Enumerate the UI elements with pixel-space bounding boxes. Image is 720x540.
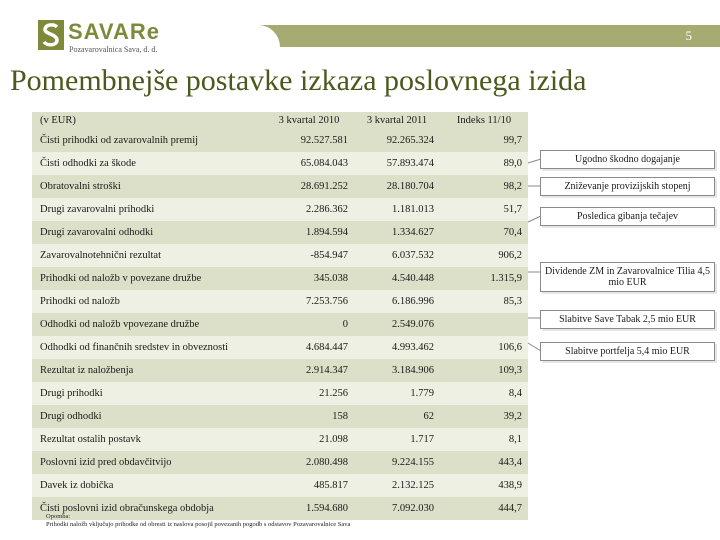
row-label: Rezultat iz naložbenja bbox=[32, 359, 264, 382]
row-value: 21.098 bbox=[264, 428, 354, 451]
row-value: 51,7 bbox=[440, 198, 528, 221]
callout-box: Ugodno škodno dogajanje bbox=[540, 150, 715, 169]
row-label: Čisti poslovni izid obračunskega obdobja bbox=[32, 497, 264, 520]
row-value: 92.265.324 bbox=[354, 129, 440, 152]
row-label: Čisti prihodki od zavarovalnih premij bbox=[32, 129, 264, 152]
table-row bbox=[32, 474, 528, 497]
row-value: 1.594.680 bbox=[264, 497, 354, 520]
callout-box: Zniževanje provizijskih stopenj bbox=[540, 177, 715, 196]
table-row bbox=[32, 382, 528, 405]
row-value: 62 bbox=[354, 405, 440, 428]
row-value: 345.038 bbox=[264, 267, 354, 290]
callout-box: Slabitve Save Tabak 2,5 mio EUR bbox=[540, 310, 715, 329]
footnote-heading: Opomba: bbox=[46, 513, 71, 520]
row-value: 2.132.125 bbox=[354, 474, 440, 497]
callout-box: Slabitve portfelja 5,4 mio EUR bbox=[540, 342, 715, 361]
row-label: Davek iz dobička bbox=[32, 474, 264, 497]
callout-box: Dividende ZM in Zavarovalnice Tilia 4,5 mio EUR bbox=[540, 262, 715, 292]
row-value: 0 bbox=[264, 313, 354, 336]
row-value: 2.914.347 bbox=[264, 359, 354, 382]
column-header: 3 kvartal 2011 bbox=[366, 114, 428, 126]
row-value: 6.186.996 bbox=[354, 290, 440, 313]
row-value: -854.947 bbox=[264, 244, 354, 267]
column-header: (v EUR) bbox=[40, 114, 76, 126]
row-value: 65.084.043 bbox=[264, 152, 354, 175]
row-value: 6.037.532 bbox=[354, 244, 440, 267]
table-row bbox=[32, 198, 528, 221]
row-value: 8,4 bbox=[440, 382, 528, 405]
column-header: 3 kvartal 2010 bbox=[278, 114, 340, 126]
row-label: Prihodki od naložb bbox=[32, 290, 264, 313]
row-value: 21.256 bbox=[264, 382, 354, 405]
row-value: 85,3 bbox=[440, 290, 528, 313]
row-value: 158 bbox=[264, 405, 354, 428]
row-label: Drugi zavarovalni prihodki bbox=[32, 198, 264, 221]
row-value: 89,0 bbox=[440, 152, 528, 175]
row-value: 906,2 bbox=[440, 244, 528, 267]
table-row bbox=[32, 175, 528, 198]
row-value bbox=[440, 313, 528, 336]
row-value: 4.993.462 bbox=[354, 336, 440, 359]
row-value: 2.286.362 bbox=[264, 198, 354, 221]
row-value: 4.540.448 bbox=[354, 267, 440, 290]
table-header-row bbox=[32, 112, 528, 129]
row-value: 28.180.704 bbox=[354, 175, 440, 198]
row-label: Obratovalni stroški bbox=[32, 175, 264, 198]
row-label: Odhodki od finančnih sredstev in obveznosti bbox=[32, 336, 264, 359]
table-row bbox=[32, 405, 528, 428]
footnote bbox=[46, 513, 526, 529]
row-value: 1.717 bbox=[354, 428, 440, 451]
sava-logo-icon bbox=[38, 20, 64, 50]
row-label: Čisti odhodki za škode bbox=[32, 152, 264, 175]
row-value: 444,7 bbox=[440, 497, 528, 520]
brand-logo bbox=[38, 18, 238, 58]
row-value: 8,1 bbox=[440, 428, 528, 451]
brand-tagline: Pozavarovalnica Sava, d. d. bbox=[69, 45, 158, 54]
callout-box: Posledica gibanja tečajev bbox=[540, 207, 715, 226]
row-value: 4.684.447 bbox=[264, 336, 354, 359]
row-value: 92.527.581 bbox=[264, 129, 354, 152]
table-body bbox=[32, 129, 528, 520]
row-label: Poslovni izid pred obdavčitvijo bbox=[32, 451, 264, 474]
row-value: 3.184.906 bbox=[354, 359, 440, 382]
table-row bbox=[32, 359, 528, 382]
row-label: Prihodki od naložb v povezane družbe bbox=[32, 267, 264, 290]
table-row bbox=[32, 244, 528, 267]
row-value: 438,9 bbox=[440, 474, 528, 497]
row-value: 28.691.252 bbox=[264, 175, 354, 198]
row-value: 1.779 bbox=[354, 382, 440, 405]
income-statement-table bbox=[32, 112, 528, 520]
page-number: 5 bbox=[685, 28, 692, 43]
row-value: 99,7 bbox=[440, 129, 528, 152]
row-value: 9.224.155 bbox=[354, 451, 440, 474]
row-value: 1.181.013 bbox=[354, 198, 440, 221]
row-value: 39,2 bbox=[440, 405, 528, 428]
row-value: 98,2 bbox=[440, 175, 528, 198]
table-row bbox=[32, 152, 528, 175]
table-row bbox=[32, 313, 528, 336]
table-row bbox=[32, 451, 528, 474]
row-label: Drugi odhodki bbox=[32, 405, 264, 428]
table-row bbox=[32, 428, 528, 451]
table-row bbox=[32, 129, 528, 152]
page-title: Pomembnejše postavke izkaza poslovnega izida bbox=[10, 64, 587, 97]
row-value: 443,4 bbox=[440, 451, 528, 474]
income-statement-table-wrap bbox=[32, 112, 528, 514]
table-row bbox=[32, 290, 528, 313]
row-value: 57.893.474 bbox=[354, 152, 440, 175]
row-value: 1.315,9 bbox=[440, 267, 528, 290]
row-value: 485.817 bbox=[264, 474, 354, 497]
footnote-text: Prihodki naložb vključujo prihodke od obresti iz naslova posojil povezanih pogodb s odstavov Pozavarovalnice Sava bbox=[46, 521, 351, 528]
row-label: Drugi prihodki bbox=[32, 382, 264, 405]
table-row bbox=[32, 221, 528, 244]
row-value: 7.092.030 bbox=[354, 497, 440, 520]
brand-name: SAVARe bbox=[68, 19, 160, 44]
table-row bbox=[32, 336, 528, 359]
row-value: 7.253.756 bbox=[264, 290, 354, 313]
table-row bbox=[32, 267, 528, 290]
row-value: 109,3 bbox=[440, 359, 528, 382]
row-label: Zavarovalnotehnični rezultat bbox=[32, 244, 264, 267]
row-label: Rezultat ostalih postavk bbox=[32, 428, 264, 451]
row-value: 1.334.627 bbox=[354, 221, 440, 244]
row-value: 106,6 bbox=[440, 336, 528, 359]
row-value: 2.080.498 bbox=[264, 451, 354, 474]
row-label: Odhodki od naložb vpovezane družbe bbox=[32, 313, 264, 336]
row-value: 70,4 bbox=[440, 221, 528, 244]
column-header: Indeks 11/10 bbox=[456, 114, 512, 126]
row-value: 2.549.076 bbox=[354, 313, 440, 336]
row-value: 1.894.594 bbox=[264, 221, 354, 244]
row-label: Drugi zavarovalni odhodki bbox=[32, 221, 264, 244]
